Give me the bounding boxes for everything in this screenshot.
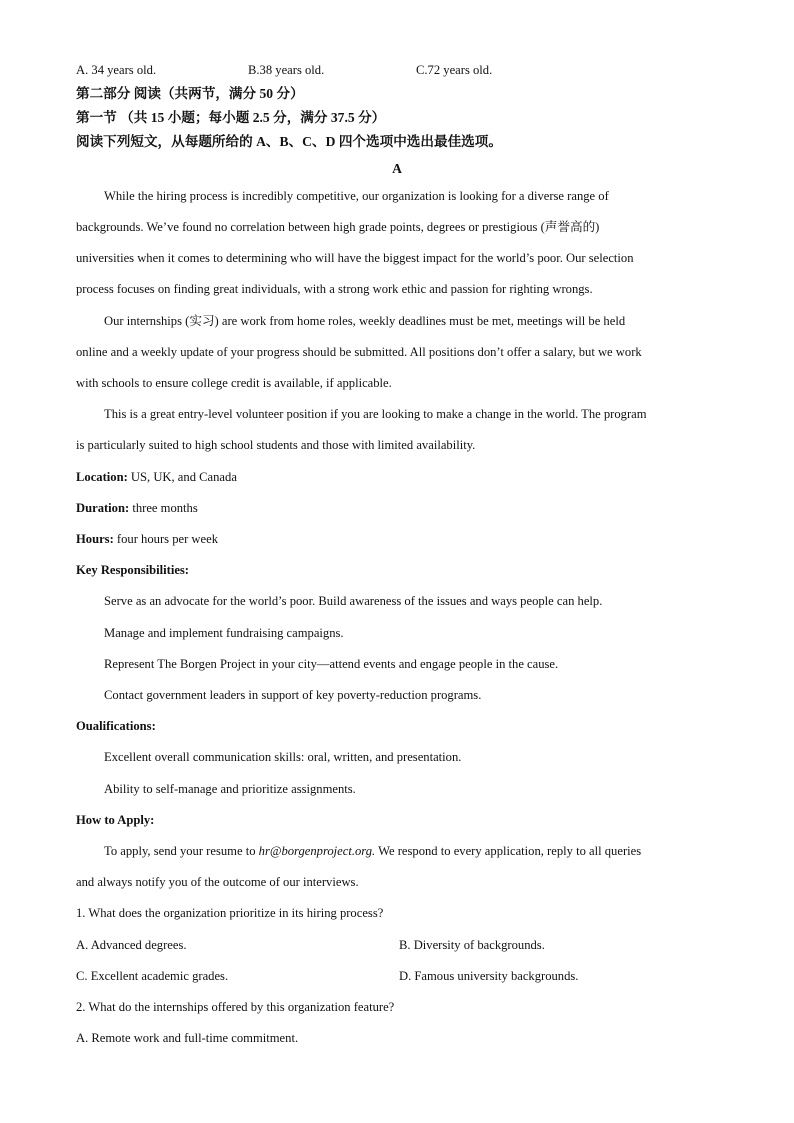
para3-line: is particularly suited to high school students and those with limited availability. xyxy=(76,438,476,452)
para1-line: process focuses on finding great individuals, with a strong work ethic and passion for righting wrongs. xyxy=(76,282,593,296)
prev-option-a: A. 34 years old. xyxy=(76,63,157,77)
responsibility-item: Represent The Borgen Project in your city—attend events and engage people in the cause. xyxy=(104,657,559,671)
apply-line: and always notify you of the outcome of our interviews. xyxy=(76,875,359,889)
qualifications-heading: Oualifications: xyxy=(76,719,156,733)
email-address: hr@borgenproject.org. xyxy=(258,844,376,858)
location-label: Location: xyxy=(76,470,128,484)
q1-option-c: C. Excellent academic grades. xyxy=(76,969,229,983)
qualification-item: Excellent overall communication skills: oral, written, and presentation. xyxy=(104,750,462,764)
apply-text-post: We respond to every application, reply to all queries xyxy=(375,844,642,858)
question-2-stem: 2. What do the internships offered by this organization feature? xyxy=(76,1000,395,1014)
q1-option-d: D. Famous university backgrounds. xyxy=(399,969,579,983)
para2-line: online and a weekly update of your progress should be submitted. All positions don’t offer a salary, but we work xyxy=(76,345,642,359)
responsibility-item: Contact government leaders in support of key poverty-reduction programs. xyxy=(104,688,482,702)
hours-row xyxy=(76,531,218,547)
section-header-part2: 第二部分 阅读（共两节，满分 50 分） xyxy=(76,86,304,101)
q1-option-a: A. Advanced degrees. xyxy=(76,938,187,952)
para1-line: While the hiring process is incredibly competitive, our organization is looking for a diverse range of xyxy=(104,189,609,203)
apply-heading: How to Apply: xyxy=(76,813,155,827)
location-row xyxy=(76,469,237,485)
section-header-instructions: 阅读下列短文，从每题所给的 A、B、C、D 四个选项中选出最佳选项。 xyxy=(76,134,502,149)
responsibility-item: Serve as an advocate for the world’s poor. Build awareness of the issues and ways people can help. xyxy=(104,594,603,608)
apply-line xyxy=(104,843,641,859)
apply-text-pre: To apply, send your resume to xyxy=(104,844,259,858)
prev-option-b: B.38 years old. xyxy=(248,63,325,77)
para1-line: backgrounds. We’ve found no correlation between high grade points, degrees or prestigious (声誉高的) xyxy=(76,220,600,234)
q2-option-a: A. Remote work and full-time commitment. xyxy=(76,1031,299,1045)
prev-option-c: C.72 years old. xyxy=(416,63,493,77)
duration-value: three months xyxy=(129,501,198,515)
qualification-item: Ability to self-manage and prioritize assignments. xyxy=(104,782,356,796)
section-header-section1: 第一节 （共 15 小题；每小题 2.5 分，满分 37.5 分） xyxy=(76,110,386,125)
q1-option-b: B. Diversity of backgrounds. xyxy=(399,938,545,952)
hours-value: four hours per week xyxy=(113,532,218,546)
responsibility-item: Manage and implement fundraising campaigns. xyxy=(104,626,344,640)
responsibilities-heading: Key Responsibilities: xyxy=(76,563,189,577)
para1-line: universities when it comes to determining who will have the biggest impact for the world’s poor. Our selection xyxy=(76,251,634,265)
hours-label: Hours: xyxy=(76,532,114,546)
para2-line: Our internships (实习) are work from home roles, weekly deadlines must be met, meetings will be held xyxy=(104,314,626,328)
passage-letter: A xyxy=(392,161,402,176)
duration-row xyxy=(76,500,198,516)
para2-line: with schools to ensure college credit is available, if applicable. xyxy=(76,376,392,390)
para3-line: This is a great entry-level volunteer position if you are looking to make a change in the world. The program xyxy=(104,407,647,421)
question-1-stem: 1. What does the organization prioritize in its hiring process? xyxy=(76,906,384,920)
duration-label: Duration: xyxy=(76,501,130,515)
location-value: US, UK, and Canada xyxy=(127,470,237,484)
